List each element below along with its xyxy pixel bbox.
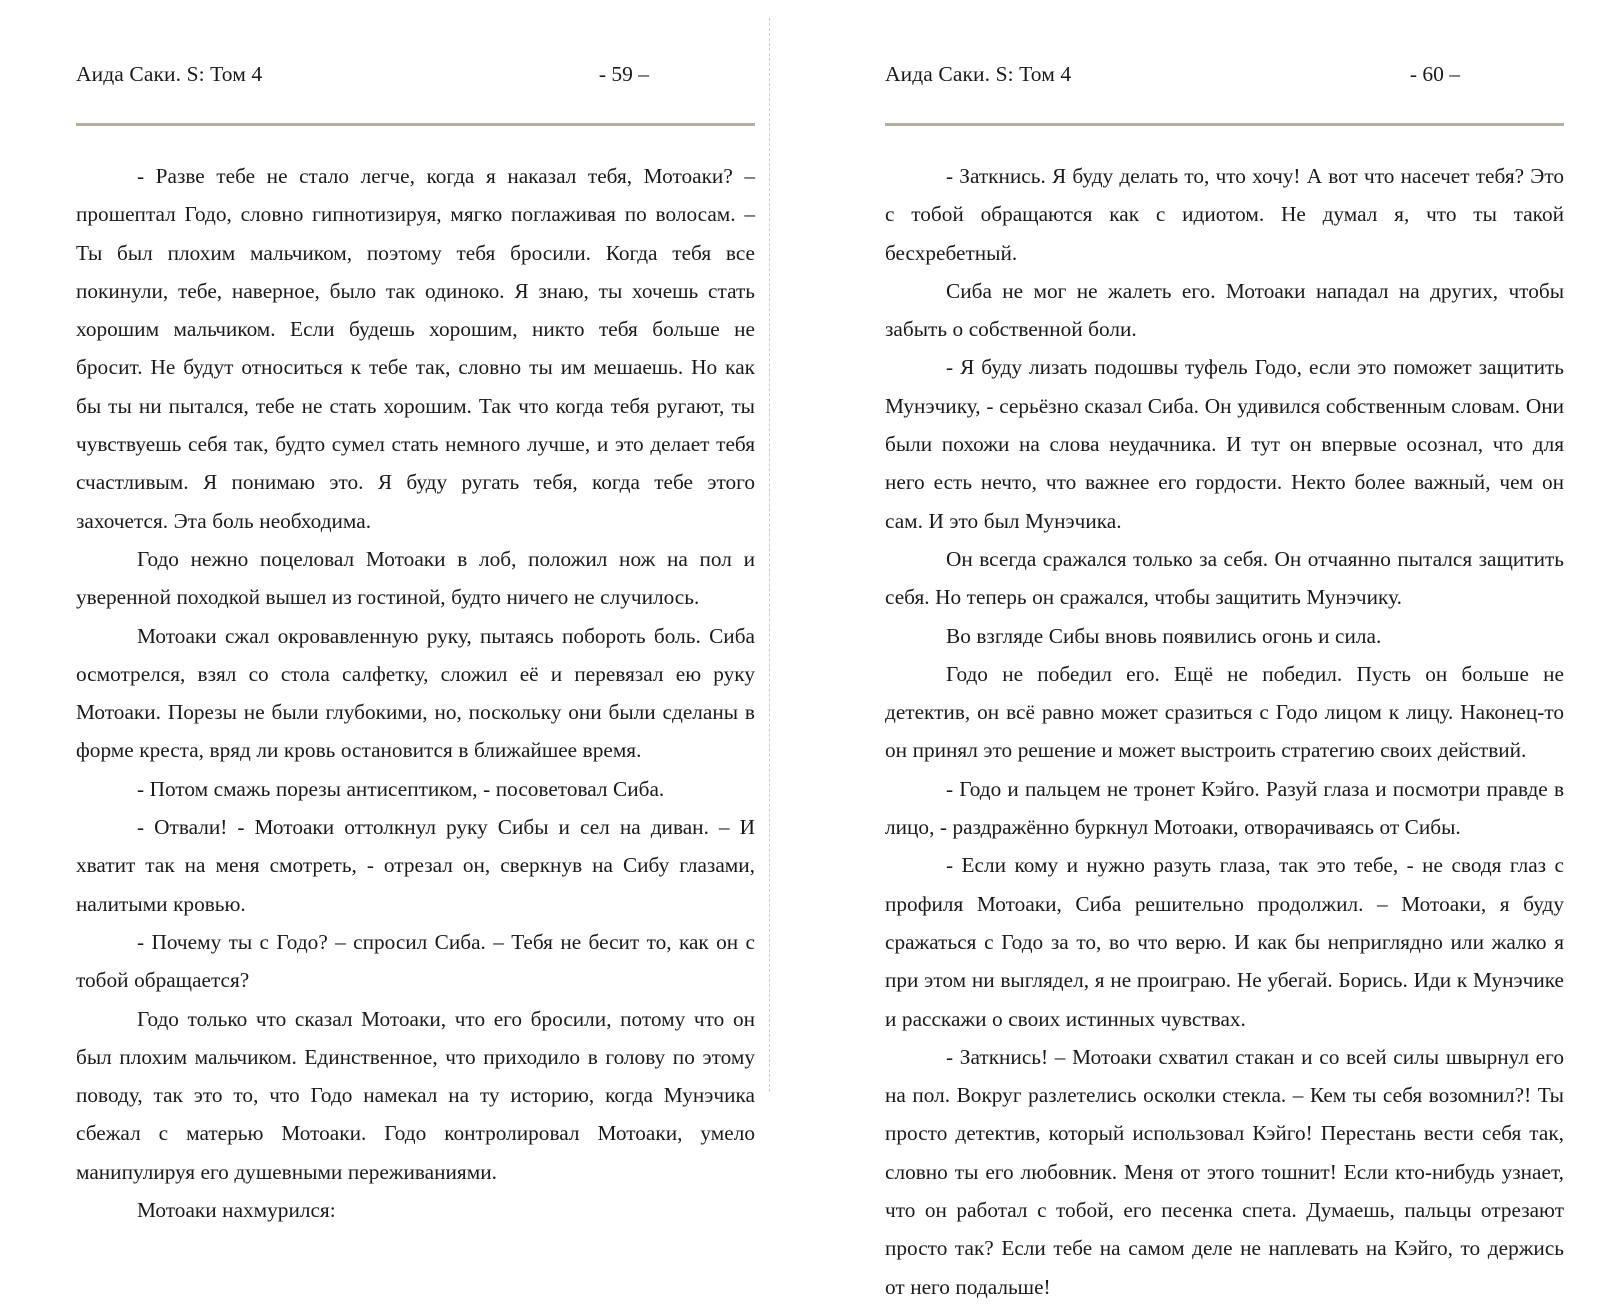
paragraph: - Я буду лизать подошвы туфель Годо, если это поможет защитить Мунэчику, - серьёзно сказал Сиба. Он удивился собственным словам. Они были похожи на слова неудачника. И тут он впервые осознал, что для него есть нечто, что важнее его гордости. Некто более важный, чем он сам. И это был Мунэчика. bbox=[885, 355, 1564, 533]
paragraph: - Разве тебе не стало легче, когда я наказал тебя, Мотоаки? – прошептал Годо, словно гипнотизируя, мягко поглаживая по волосам. – Ты был плохим мальчиком, поэтому тебя бросили. Когда тебя все покинули, тебе, наверное, было так одиноко. Я знаю, ты хочешь стать хорошим мальчиком. Если будешь хорошим, никто тебя больше не бросит. Не будут относиться к тебе так, словно ты им мешаешь. Но как бы ты ни пытался, тебе не стать хорошим. Так что когда тебя ругают, ты чувствуешь себя так, будто сумел стать немного лучше, и это делает тебя счастливым. Я понимаю это. Я буду ругать тебя, когда тебе этого захочется. Эта боль необходима. bbox=[76, 164, 755, 533]
header-rule-right bbox=[885, 123, 1564, 126]
paragraph: - Отвали! - Мотоаки оттолкнул руку Сибы и сел на диван. – И хватит так на меня смотреть, - отрезал он, сверкнув на Сибу глазами, налитыми кровью. bbox=[76, 815, 755, 916]
header-rule-left bbox=[76, 123, 755, 126]
page-right bbox=[800, 0, 1600, 1299]
paragraph: Годо только что сказал Мотоаки, что его бросили, потому что он был плохим мальчиком. Единственное, что приходило в голову по этому поводу, так это то, что Годо намекал на ту историю, когда Мунэчика сбежал с матерью Мотоаки. Годо контролировал Мотоаки, умело манипулируя его душевными переживаниями. bbox=[76, 1006, 755, 1184]
paragraph: Годо не победил его. Ещё не победил. Пусть он больше не детектив, он всё равно может сразиться с Годо лицом к лицу. Наконец-то он принял это решение и может выстроить стратегию своих действий. bbox=[885, 661, 1564, 763]
body-text-left bbox=[76, 157, 755, 1229]
paragraph: Он всегда сражался только за себя. Он отчаянно пытался защитить себя. Но теперь он сражался, чтобы защитить Мунэчику. bbox=[885, 546, 1564, 610]
running-head-left bbox=[76, 0, 755, 96]
book-title-right: Аида Саки. S: Том 4 bbox=[885, 62, 1072, 86]
paragraph: Мотоаки сжал окровавленную руку, пытаясь побороть боль. Сиба осмотрелся, взял со стола салфетку, сложил её и перевязал ею руку Мотоаки. Порезы не были глубокими, но, поскольку они были сделаны в форме креста, вряд ли кровь остановится в ближайшее время. bbox=[76, 623, 755, 763]
paragraph: - Заткнись. Я буду делать то, что хочу! А вот что насечет тебя? Это с тобой обращаются как с идиотом. Не думал я, что ты такой бесхребетный. bbox=[885, 164, 1564, 265]
paragraph: - Годо и пальцем не тронет Кэйго. Разуй глаза и посмотри правде в лицо, - раздражённо буркнул Мотоаки, отворачиваясь от Сибы. bbox=[885, 776, 1564, 840]
paragraph: Мотоаки нахмурился: bbox=[137, 1198, 336, 1223]
book-title-left: Аида Саки. S: Том 4 bbox=[76, 62, 263, 86]
paragraph: - Заткнись! – Мотоаки схватил стакан и со всей силы швырнул его на пол. Вокруг разлетелись осколки стекла. – Кем ты себя возомнил?! Ты просто детектив, который использовал Кэйго! Перестань вести себя так, словно ты его любовник. Меня от этого тошнит! Если кто-нибудь узнает, что он работал с тобой, его песенка спета. Думаешь, пальцы отрезают просто так? Если тебе на самом деле не наплевать на Кэйго, то держись от него подальше! bbox=[885, 1044, 1564, 1299]
page-left bbox=[0, 0, 800, 1223]
paragraph: Во взгляде Сибы вновь появились огонь и сила. bbox=[946, 623, 1382, 648]
body-text-right bbox=[885, 157, 1564, 1306]
running-head-right bbox=[885, 0, 1564, 96]
paragraph: - Почему ты с Годо? – спросил Сиба. – Тебя не бесит то, как он с тобой обращается? bbox=[76, 929, 755, 993]
page-number-right: - 60 – bbox=[1409, 62, 1460, 86]
paragraph: Сиба не мог не жалеть его. Мотоаки нападал на других, чтобы забыть о собственной боли. bbox=[885, 278, 1564, 342]
paragraph: - Если кому и нужно разуть глаза, так это тебе, - не сводя глаз с профиля Мотоаки, Сиба решительно продолжил. – Мотоаки, я буду сражаться с Годо за то, во что верю. И как бы неприглядно или жалко я при этом ни выглядел, я не проиграю. Не убегай. Борись. Иди к Мунэчике и расскажи о своих истинных чувствах. bbox=[885, 853, 1564, 1031]
paragraph: - Потом смажь порезы антисептиком, - посоветовал Сиба. bbox=[137, 776, 665, 801]
paragraph: Годо нежно поцеловал Мотоаки в лоб, положил нож на пол и уверенной походкой вышел из гостиной, будто ничего не случилось. bbox=[76, 546, 755, 610]
page-number-left: - 59 – bbox=[598, 62, 649, 86]
